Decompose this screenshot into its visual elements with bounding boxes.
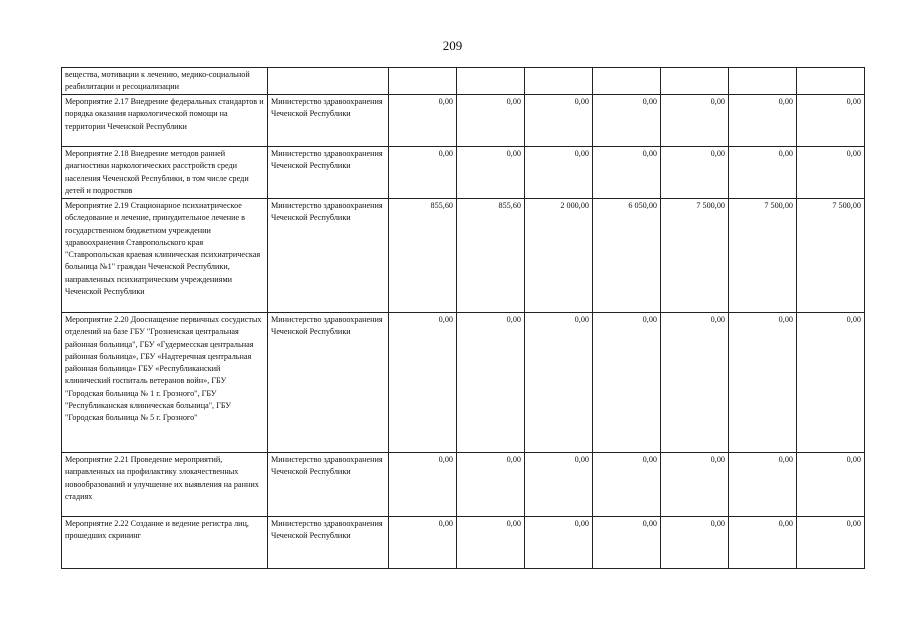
funding-value-cell: 0,00 xyxy=(389,95,457,147)
funding-value-cell: 0,00 xyxy=(525,517,593,569)
funding-value-cell xyxy=(525,68,593,95)
funding-value-cell: 0,00 xyxy=(457,313,525,453)
funding-value-cell: 0,00 xyxy=(661,517,729,569)
funding-value-cell: 0,00 xyxy=(797,517,865,569)
table-row xyxy=(62,453,865,517)
table-body xyxy=(62,68,865,569)
activity-name-cell: Мероприятие 2.19 Стационарное психиатрическое обследование и лечение, принудительное лечение в государственном бюджетном учреждении здравоохранения Ставропольского края "Ставропольская краевая клиническая психиатрическая больница №1" граждан Чеченской Республики, направленных психиатрическим учреждениями Чеченской Республики xyxy=(62,199,268,313)
funding-value-cell xyxy=(661,68,729,95)
funding-value-cell: 0,00 xyxy=(661,453,729,517)
funding-value-cell: 0,00 xyxy=(457,517,525,569)
table-row xyxy=(62,95,865,147)
activity-name-cell: Мероприятие 2.22 Создание и ведение регистра лиц, прошедших скрининг xyxy=(62,517,268,569)
table-row xyxy=(62,517,865,569)
funding-value-cell: 0,00 xyxy=(593,95,661,147)
page-number: 209 xyxy=(442,38,463,53)
funding-value-cell: 0,00 xyxy=(389,453,457,517)
funding-value-cell: 0,00 xyxy=(729,313,797,453)
funding-value-cell: 0,00 xyxy=(729,453,797,517)
funding-value-cell: 0,00 xyxy=(457,147,525,199)
table-row xyxy=(62,68,865,95)
funding-value-cell: 0,00 xyxy=(593,453,661,517)
funding-value-cell: 0,00 xyxy=(797,147,865,199)
funding-value-cell: 6 050,00 xyxy=(593,199,661,313)
executor-cell: Министерство здравоохранения Чеченской Республики xyxy=(268,95,389,147)
executor-cell: Министерство здравоохранения Чеченской Республики xyxy=(268,147,389,199)
funding-value-cell: 0,00 xyxy=(593,147,661,199)
activity-name-cell: Мероприятие 2.20 Дооснащение первичных сосудистых отделений на базе ГБУ "Грозненская центральная районная больница", ГБУ «Гудермесская центральная районная больница», ГБУ «Надтеречная центральная районная больница» ГБУ «Республиканский клинический госпиталь ветеранов войн», ГБУ "Городская больница № 1 г. Грозного", ГБУ "Республиканская клиническая больница", ГБУ "Городская больница № 5 г. Грозного" xyxy=(62,313,268,453)
table-row xyxy=(62,199,865,313)
funding-value-cell: 0,00 xyxy=(525,313,593,453)
funding-value-cell xyxy=(729,68,797,95)
funding-value-cell xyxy=(797,68,865,95)
funding-value-cell: 0,00 xyxy=(525,95,593,147)
funding-value-cell: 7 500,00 xyxy=(729,199,797,313)
funding-value-cell: 0,00 xyxy=(525,147,593,199)
executor-cell xyxy=(268,68,389,95)
executor-cell: Министерство здравоохранения Чеченской Республики xyxy=(268,453,389,517)
funding-value-cell: 0,00 xyxy=(797,313,865,453)
table-row xyxy=(62,147,865,199)
funding-value-cell: 0,00 xyxy=(389,517,457,569)
program-activities-table xyxy=(61,67,865,569)
funding-value-cell: 0,00 xyxy=(593,517,661,569)
funding-value-cell xyxy=(457,68,525,95)
funding-value-cell xyxy=(593,68,661,95)
funding-value-cell: 0,00 xyxy=(457,453,525,517)
activity-name-cell: Мероприятие 2.17 Внедрение федеральных стандартов и порядка оказания наркологической помощи на территории Чеченской Республики xyxy=(62,95,268,147)
funding-value-cell: 855,60 xyxy=(457,199,525,313)
funding-value-cell: 0,00 xyxy=(661,147,729,199)
funding-value-cell: 855,60 xyxy=(389,199,457,313)
funding-value-cell: 0,00 xyxy=(797,453,865,517)
executor-cell: Министерство здравоохранения Чеченской Республики xyxy=(268,199,389,313)
funding-value-cell: 2 000,00 xyxy=(525,199,593,313)
activity-name-cell: Мероприятие 2.18 Внедрение методов ранней диагностики наркологических расстройств среди населения Чеченской Республики, в том числе среди детей и подростков xyxy=(62,147,268,199)
funding-value-cell: 0,00 xyxy=(661,313,729,453)
funding-value-cell: 0,00 xyxy=(389,147,457,199)
activity-name-cell: вещества, мотивации к лечению, медико-социальной реабилитации и ресоциализации xyxy=(62,68,268,95)
funding-value-cell: 0,00 xyxy=(729,517,797,569)
activity-name-cell: Мероприятие 2.21 Проведение мероприятий, направленных на профилактику злокачественных новообразований и улучшение их выявления на ранних стадиях xyxy=(62,453,268,517)
executor-cell: Министерство здравоохранения Чеченской Республики xyxy=(268,517,389,569)
funding-value-cell: 7 500,00 xyxy=(797,199,865,313)
funding-value-cell: 0,00 xyxy=(661,95,729,147)
funding-value-cell: 0,00 xyxy=(593,313,661,453)
funding-value-cell: 0,00 xyxy=(729,95,797,147)
funding-value-cell: 0,00 xyxy=(797,95,865,147)
table-row xyxy=(62,313,865,453)
funding-value-cell: 0,00 xyxy=(389,313,457,453)
funding-value-cell: 0,00 xyxy=(525,453,593,517)
executor-cell: Министерство здравоохранения Чеченской Республики xyxy=(268,313,389,453)
funding-value-cell: 0,00 xyxy=(457,95,525,147)
funding-value-cell xyxy=(389,68,457,95)
funding-value-cell: 7 500,00 xyxy=(661,199,729,313)
funding-value-cell: 0,00 xyxy=(729,147,797,199)
